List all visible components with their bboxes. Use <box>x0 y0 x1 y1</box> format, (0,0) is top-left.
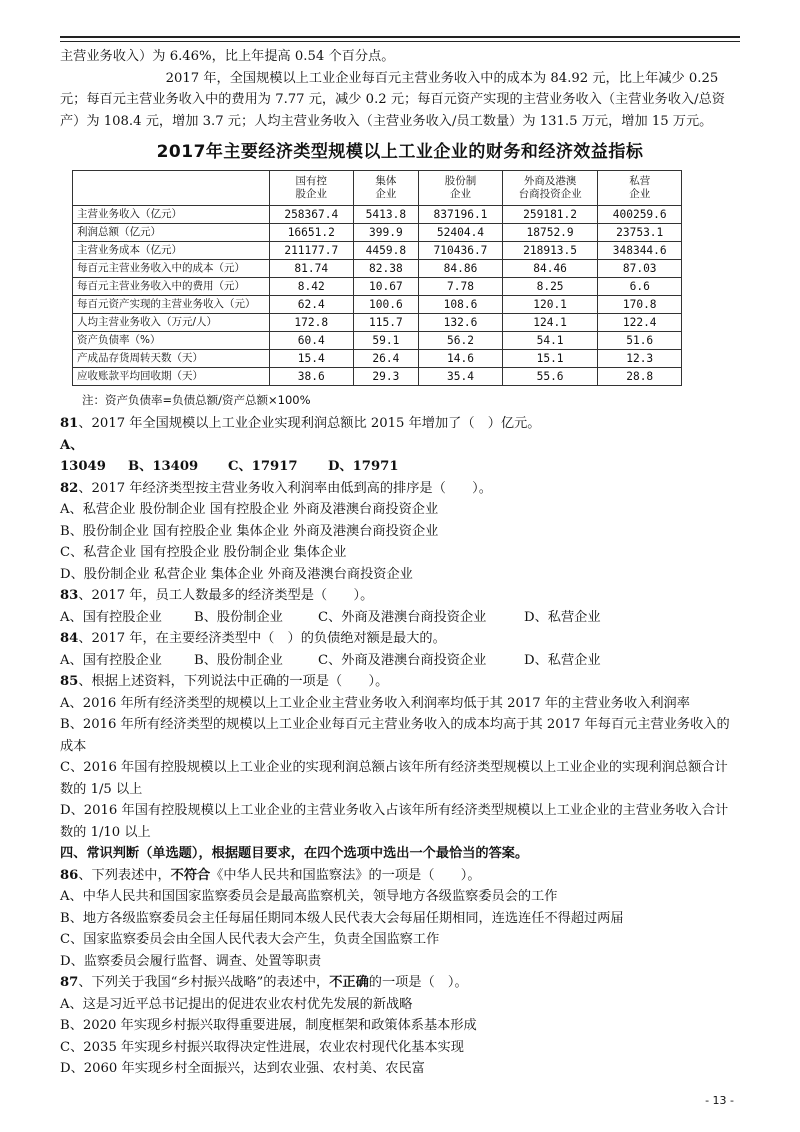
table-cell: 15.4 <box>270 349 354 367</box>
table-cell: 132.6 <box>419 313 503 331</box>
table-cell: 399.9 <box>353 223 419 241</box>
intro-line: 主营业务收入）为 6.46%，比上年提高 0.54 个百分点。 <box>60 49 395 64</box>
table-row <box>73 331 682 349</box>
option-a[interactable]: A、13049 <box>60 437 106 474</box>
table-cell: 120.1 <box>502 295 598 313</box>
table-row <box>73 295 682 313</box>
header-cell <box>73 170 270 205</box>
table-row <box>73 367 682 385</box>
option-d[interactable]: D、股份制企业 私营企业 集体企业 外商及港澳台商投资企业 <box>60 566 413 582</box>
option-b[interactable]: B、13409 <box>128 459 199 474</box>
table-cell: 8.42 <box>270 277 354 295</box>
option-b[interactable]: B、地方各级监察委员会主任每届任期同本级人民代表大会每届任期相同，连选连任不得超过两届 <box>60 910 624 926</box>
table-cell: 35.4 <box>419 367 503 385</box>
option-d[interactable]: D、监察委员会履行监督、调查、处置等职责 <box>60 953 322 969</box>
financial-indicators-table <box>72 170 682 386</box>
option-c[interactable]: C、外商及港澳台商投资企业 <box>318 609 487 625</box>
table-row <box>73 313 682 331</box>
header-cell: 外商及港澳 台商投资企业 <box>502 170 598 205</box>
table-cell: 51.6 <box>598 331 682 349</box>
row-label: 每百元主营业务收入中的成本（元） <box>73 259 270 277</box>
option-c[interactable]: C、国家监察委员会由全国人民代表大会产生，负责全国监察工作 <box>60 932 440 947</box>
option-d[interactable]: D、私营企业 <box>524 652 601 668</box>
table-cell: 400259.6 <box>598 205 682 223</box>
table-row <box>73 349 682 367</box>
question-84: 84、2017 年，在主要经济类型中（ ）的负债绝对额是最大的。 <box>60 631 446 646</box>
table-cell: 170.8 <box>598 295 682 313</box>
table-row <box>73 205 682 223</box>
table-cell: 12.3 <box>598 349 682 367</box>
table-cell: 26.4 <box>353 349 419 367</box>
table-cell: 28.8 <box>598 367 682 385</box>
row-label: 每百元资产实现的主营业务收入（元） <box>73 295 270 313</box>
table-cell: 218913.5 <box>502 241 598 259</box>
row-label: 产成品存货周转天数（天） <box>73 349 270 367</box>
table-cell: 15.1 <box>502 349 598 367</box>
option-a[interactable]: A、国有控股企业 <box>60 609 162 625</box>
table-cell: 87.03 <box>598 259 682 277</box>
option-b[interactable]: B、2016 年所有经济类型的规模以上工业企业每百元主营业务收入的成本均高于其 2017 年每百元主营业务收入的成本 <box>60 717 730 754</box>
table-note: 注：资产负债率=负债总额/资产总额×100% <box>82 392 311 407</box>
table-cell: 172.8 <box>270 313 354 331</box>
intro-paragraph: 2017 年，全国规模以上工业企业每百元主营业务收入中的成本为 84.92 元，比上年减少 0.25 元；每百元主营业务收入中的费用为 7.77 元，减少 0.2 元；每百元资产实现的主营业务收入（主营业务收入/总资产）为 108.4 元，增加 3.7 元；人均主营业务收入（主营业务收入/员工数量）为 131.5 万元，增加 15 万元。 <box>60 70 725 129</box>
table-row <box>73 277 682 295</box>
option-b[interactable]: B、股份制企业 <box>194 609 283 625</box>
option-b[interactable]: B、股份制企业 国有控股企业 集体企业 外商及港澳台商投资企业 <box>60 523 439 539</box>
table-title: 2017年主要经济类型规模以上工业企业的财务和经济效益指标 <box>156 142 644 162</box>
option-d[interactable]: D、17971 <box>328 459 399 474</box>
table-cell: 6.6 <box>598 277 682 295</box>
option-a[interactable]: A、2016 年所有经济类型的规模以上工业企业主营业务收入利润率均低于其 2017 年的主营业务收入利润率 <box>60 695 690 711</box>
option-a[interactable]: A、国有控股企业 <box>60 652 162 668</box>
option-c[interactable]: C、2016 年国有控股规模以上工业企业的实现利润总额占该年所有经济类型规模以上工业企业的实现利润总额合计数的 1/5 以上 <box>60 760 728 797</box>
question-83-options <box>60 607 740 629</box>
question-86: 86、下列表述中，不符合《中华人民共和国监察法》的一项是（ ）。 <box>60 867 481 883</box>
question-82: 82、2017 年经济类型按主营业务收入利润率由低到高的排序是（ ）。 <box>60 480 492 496</box>
page-content <box>60 46 740 1080</box>
table-cell: 108.6 <box>419 295 503 313</box>
option-c[interactable]: C、外商及港澳台商投资企业 <box>318 652 487 668</box>
table-cell: 54.1 <box>502 331 598 349</box>
table-cell: 81.74 <box>270 259 354 277</box>
row-label: 主营业务收入（亿元） <box>73 205 270 223</box>
table-cell: 29.3 <box>353 367 419 385</box>
table-cell: 56.2 <box>419 331 503 349</box>
table-cell: 259181.2 <box>502 205 598 223</box>
table-cell: 16651.2 <box>270 223 354 241</box>
table-cell: 14.6 <box>419 349 503 367</box>
option-c[interactable]: C、17917 <box>228 459 298 474</box>
table-cell: 52404.4 <box>419 223 503 241</box>
table-row <box>73 241 682 259</box>
table-cell: 710436.7 <box>419 241 503 259</box>
option-c[interactable]: C、2035 年实现乡村振兴取得决定性进展，农业农村现代化基本实现 <box>60 1039 464 1055</box>
option-d[interactable]: D、私营企业 <box>524 609 601 625</box>
table-cell: 837196.1 <box>419 205 503 223</box>
table-cell: 258367.4 <box>270 205 354 223</box>
table-cell: 62.4 <box>270 295 354 313</box>
row-label: 利润总额（亿元） <box>73 223 270 241</box>
header-cell: 股份制 企业 <box>419 170 503 205</box>
header-cell: 私营 企业 <box>598 170 682 205</box>
table-cell: 4459.8 <box>353 241 419 259</box>
table-cell: 55.6 <box>502 367 598 385</box>
table-cell: 124.1 <box>502 313 598 331</box>
header-rule-thin <box>60 41 740 42</box>
option-a[interactable]: A、中华人民共和国国家监察委员会是最高监察机关，领导地方各级监察委员会的工作 <box>60 889 558 904</box>
table-cell: 115.7 <box>353 313 419 331</box>
header-cell: 集体 企业 <box>353 170 419 205</box>
option-b[interactable]: B、2020 年实现乡村振兴取得重要进展，制度框架和政策体系基本形成 <box>60 1018 477 1033</box>
row-label: 应收账款平均回收期（天） <box>73 367 270 385</box>
question-84-options <box>60 650 740 672</box>
table-cell: 100.6 <box>353 295 419 313</box>
table-cell: 10.67 <box>353 277 419 295</box>
question-81-options <box>60 435 740 478</box>
option-c[interactable]: C、私营企业 国有控股企业 股份制企业 集体企业 <box>60 545 347 560</box>
table-cell: 38.6 <box>270 367 354 385</box>
row-label: 资产负债率（%） <box>73 331 270 349</box>
option-d[interactable]: D、2016 年国有控股规模以上工业企业的主营业务收入占该年所有经济类型规模以上工业企业的主营业务收入合计数的 1/10 以上 <box>60 803 729 840</box>
table-cell: 348344.6 <box>598 241 682 259</box>
table-cell: 18752.9 <box>502 223 598 241</box>
table-header-row <box>73 170 682 205</box>
row-label: 主营业务成本（亿元） <box>73 241 270 259</box>
table-cell: 8.25 <box>502 277 598 295</box>
row-label: 人均主营业务收入（万元/人） <box>73 313 270 331</box>
table-cell: 5413.8 <box>353 205 419 223</box>
page-number: - 13 - <box>705 1094 734 1107</box>
option-a[interactable]: A、这是习近平总书记提出的促进农业农村优先发展的新战略 <box>60 996 413 1012</box>
question-83: 83、2017 年，员工人数最多的经济类型是（ ）。 <box>60 588 374 603</box>
table-cell: 59.1 <box>353 331 419 349</box>
table-row <box>73 223 682 241</box>
row-label: 每百元主营业务收入中的费用（元） <box>73 277 270 295</box>
question-85: 85、根据上述资料，下列说法中正确的一项是（ ）。 <box>60 674 389 689</box>
table-cell: 23753.1 <box>598 223 682 241</box>
option-a[interactable]: A、私营企业 股份制企业 国有控股企业 外商及港澳台商投资企业 <box>60 502 439 517</box>
table-cell: 122.4 <box>598 313 682 331</box>
table-cell: 84.46 <box>502 259 598 277</box>
question-87: 87、下列关于我国“乡村振兴战略”的表述中，不正确的一项是（ ）。 <box>60 975 468 990</box>
section-heading: 四、常识判断（单选题），根据题目要求，在四个选项中选出一个最恰当的答案。 <box>60 846 529 861</box>
option-d[interactable]: D、2060 年实现乡村全面振兴，达到农业强、农村美、农民富 <box>60 1061 425 1076</box>
header-rule-thick <box>60 36 740 38</box>
option-b[interactable]: B、股份制企业 <box>194 652 283 668</box>
question-81: 81、2017 年全国规模以上工业企业实现利润总额比 2015 年增加了（ ）亿元。 <box>60 416 541 431</box>
table-cell: 60.4 <box>270 331 354 349</box>
table-cell: 84.86 <box>419 259 503 277</box>
table-cell: 7.78 <box>419 277 503 295</box>
table-cell: 82.38 <box>353 259 419 277</box>
table-cell: 211177.7 <box>270 241 354 259</box>
header-cell: 国有控 股企业 <box>270 170 354 205</box>
table-row <box>73 259 682 277</box>
